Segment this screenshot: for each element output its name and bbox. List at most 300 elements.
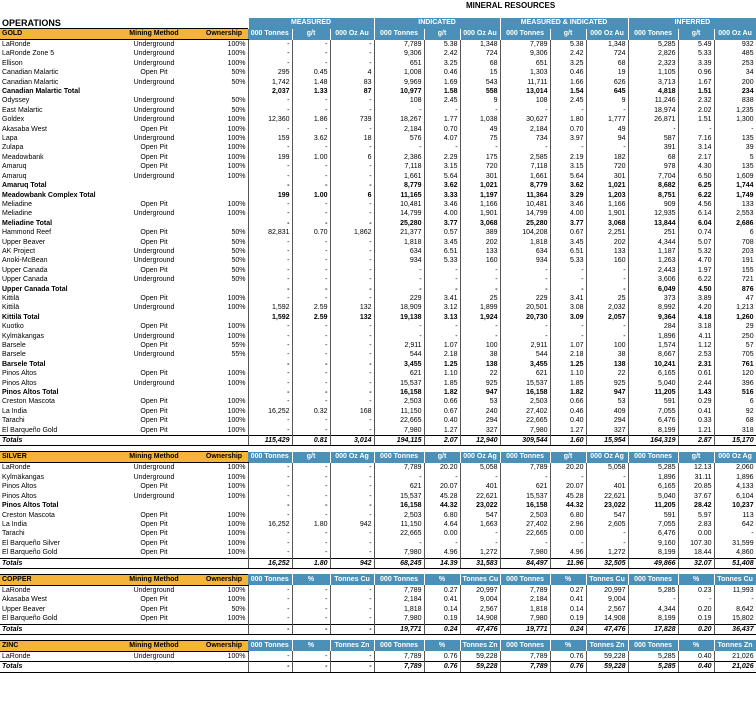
cell: - [586, 529, 628, 538]
cell: 3.45 [424, 238, 460, 247]
row-name: Amaruq Total [2, 182, 47, 190]
table-row [0, 143, 756, 152]
cell: 2,060 [714, 463, 756, 473]
cell: 1.80 [292, 558, 330, 568]
cell: 0.96 [678, 68, 714, 77]
cell: 2,503 [500, 511, 550, 520]
cell: - [460, 106, 500, 115]
cell: 9,969 [374, 78, 424, 87]
cell: 621 [500, 369, 550, 378]
cell: 1.25 [424, 360, 460, 369]
table-row [0, 40, 756, 50]
table-row [0, 153, 756, 162]
row-name: Pinos Altos [2, 483, 37, 491]
cell: 50% [200, 68, 248, 77]
cell: 591 [628, 511, 678, 520]
cell: - [330, 341, 374, 350]
cell: - [330, 463, 374, 473]
unit-header: 000 Tonnes [374, 640, 424, 651]
cell: 6,049 [628, 285, 678, 294]
cell: 4.30 [678, 162, 714, 171]
cell: 626 [586, 78, 628, 87]
cell: 15,537 [374, 492, 424, 501]
table-row [0, 68, 756, 77]
cell [200, 501, 248, 510]
cell: 10,481 [500, 200, 550, 209]
cell: - [374, 473, 424, 482]
cell: - [292, 529, 330, 538]
cell: 0.20 [678, 605, 714, 614]
cell: 107.30 [678, 539, 714, 548]
cell: 15,537 [500, 492, 550, 501]
cell: 1,818 [374, 605, 424, 614]
cell [108, 313, 200, 322]
cell: - [550, 473, 586, 482]
cell: - [330, 473, 374, 482]
row-name: Upper Beaver [2, 238, 46, 246]
cell: 947 [586, 388, 628, 397]
table-row [0, 266, 756, 275]
cell: 389 [460, 228, 500, 237]
cell: - [292, 341, 330, 350]
cell: - [330, 247, 374, 256]
cell: 68,245 [374, 558, 424, 568]
cell: 15,802 [714, 614, 756, 624]
cell: - [330, 360, 374, 369]
cell: 23,022 [586, 501, 628, 510]
cell: 31.11 [678, 473, 714, 482]
cell: - [292, 247, 330, 256]
cell: Underground [133, 304, 175, 312]
cell: 7,055 [628, 407, 678, 416]
cell: 0.46 [424, 68, 460, 77]
cell: - [424, 143, 460, 152]
cell: 4.07 [424, 134, 460, 143]
cell: 100% [200, 172, 248, 181]
cell: 2.29 [424, 153, 460, 162]
cell: 4.00 [550, 209, 586, 218]
cell: 8,199 [628, 614, 678, 624]
cell: 7,980 [500, 614, 550, 624]
cell: - [330, 181, 374, 190]
unit-header: Tonnes Cu [714, 574, 756, 585]
table-row [0, 520, 756, 529]
cell: 100% [200, 585, 248, 595]
cell: 21,377 [374, 228, 424, 237]
cell: 175 [460, 153, 500, 162]
table-row [0, 238, 756, 247]
cell: 2,686 [714, 219, 756, 228]
unit-header: 000 Tonnes [248, 29, 292, 40]
cell: 9 [460, 96, 500, 105]
row-name: Upper Beaver [2, 605, 46, 613]
cell: - [292, 595, 330, 604]
cell: 6,104 [714, 492, 756, 501]
cell: - [500, 539, 550, 548]
cell: - [292, 614, 330, 624]
row-name: Creston Mascota [2, 398, 55, 406]
cell: 25,280 [374, 219, 424, 228]
cell: 55% [200, 350, 248, 359]
cell: - [330, 379, 374, 388]
cell: 16,158 [500, 501, 550, 510]
unit-header: g/t [678, 29, 714, 40]
cell: Open Pit [140, 125, 168, 133]
cell: 6 [714, 397, 756, 406]
cell: 543 [460, 78, 500, 87]
cell: - [248, 350, 292, 359]
cell: 45.28 [550, 492, 586, 501]
cell: - [330, 397, 374, 406]
group-measured-indicated: MEASURED & INDICATED [500, 18, 628, 29]
cell: 1.54 [550, 87, 586, 96]
cell: 1,574 [628, 341, 678, 350]
cell: 7,789 [500, 40, 550, 50]
cell [200, 360, 248, 369]
cell: 1,038 [460, 115, 500, 124]
cell: 18,909 [374, 303, 424, 312]
cell: - [330, 651, 374, 661]
cell: 0.76 [424, 651, 460, 661]
cell: 485 [714, 49, 756, 58]
cell: 7,789 [374, 40, 424, 50]
unit-header: 000 Tonnes [500, 574, 550, 585]
cell: 100% [200, 162, 248, 171]
cell: 6,476 [628, 416, 678, 425]
cell: 4.96 [550, 548, 586, 558]
cell: 1,348 [586, 40, 628, 50]
unit-header: % [292, 574, 330, 585]
cell: - [248, 379, 292, 388]
cell: - [248, 397, 292, 406]
cell: - [424, 473, 460, 482]
row-name: Hammond Reef [2, 229, 52, 237]
cell: 0.67 [550, 228, 586, 237]
table-row [0, 473, 756, 482]
cell: 7,789 [374, 463, 424, 473]
table-row [0, 529, 756, 538]
unit-header: 000 Tonnes [628, 574, 678, 585]
cell: - [292, 181, 330, 190]
table-row [0, 96, 756, 105]
cell: 4.20 [678, 303, 714, 312]
cell: 1.67 [678, 78, 714, 87]
unit-header: % [550, 640, 586, 651]
cell: - [292, 379, 330, 388]
cell: 1,592 [248, 303, 292, 312]
cell: 100% [200, 379, 248, 388]
cell: - [586, 266, 628, 275]
cell: 1.27 [424, 426, 460, 436]
cell: 544 [374, 350, 424, 359]
cell: 721 [714, 275, 756, 284]
cell: - [292, 143, 330, 152]
totals-label: Totals [0, 558, 108, 568]
cell [200, 285, 248, 294]
cell: - [248, 238, 292, 247]
cell: 15,170 [714, 436, 756, 446]
cell: - [374, 285, 424, 294]
cell: 2,553 [714, 209, 756, 218]
cell: - [586, 275, 628, 284]
table-row [0, 78, 756, 87]
cell: 761 [714, 360, 756, 369]
cell: 100% [200, 322, 248, 331]
cell: - [248, 143, 292, 152]
cell: 44.32 [550, 501, 586, 510]
cell: Open Pit [140, 163, 168, 171]
cell: 909 [628, 200, 678, 209]
cell: - [292, 473, 330, 482]
unit-header: Tonnes Cu [586, 574, 628, 585]
cell: 20,997 [460, 585, 500, 595]
cell: 229 [374, 294, 424, 303]
cell: 0.76 [550, 662, 586, 672]
cell: 516 [714, 388, 756, 397]
cell: 547 [586, 511, 628, 520]
cell: 6.51 [550, 247, 586, 256]
cell: 20.07 [424, 482, 460, 491]
cell: 7,789 [374, 651, 424, 661]
table-row [0, 256, 756, 265]
cell: - [330, 605, 374, 614]
cell: 191 [714, 256, 756, 265]
cell: 57 [714, 341, 756, 350]
cell: Underground [133, 210, 175, 218]
cell: 22,665 [500, 529, 550, 538]
cell: 4,344 [628, 605, 678, 614]
cell: 0.66 [550, 397, 586, 406]
cell [108, 219, 200, 228]
cell: 22 [586, 369, 628, 378]
cell [108, 558, 200, 568]
cell: 591 [628, 397, 678, 406]
section-header-gold [0, 29, 756, 40]
cell: 2.53 [678, 350, 714, 359]
totals-label: Totals [0, 436, 108, 446]
cell: 28.42 [678, 501, 714, 510]
cell: - [248, 416, 292, 425]
cell: 7,980 [374, 614, 424, 624]
cell: 68 [586, 59, 628, 68]
cell: 49,866 [628, 558, 678, 568]
cell: 5,285 [628, 651, 678, 661]
cell: - [678, 125, 714, 134]
cell: 0.45 [292, 68, 330, 77]
row-name: Anoki-McBean [2, 257, 48, 265]
cell: 32,505 [586, 558, 628, 568]
cell: Open Pit [140, 417, 168, 425]
cell: 100% [200, 548, 248, 558]
cell: - [248, 482, 292, 491]
cell: - [248, 106, 292, 115]
cell: Underground [133, 50, 175, 58]
cell: 19 [586, 68, 628, 77]
cell: 708 [714, 238, 756, 247]
cell: 18,267 [374, 115, 424, 124]
unit-header: g/t [424, 452, 460, 463]
cell: 59,228 [460, 651, 500, 661]
cell: - [330, 614, 374, 624]
cell: 1,272 [586, 548, 628, 558]
cell: 115,429 [248, 436, 292, 446]
cell: 621 [374, 369, 424, 378]
cell: Open Pit [140, 398, 168, 406]
cell: 2,037 [248, 87, 292, 96]
cell [108, 436, 200, 446]
row-name: Upper Canada [2, 276, 48, 284]
row-name: Amaruq [2, 172, 27, 180]
table-row [0, 416, 756, 425]
table-row [0, 49, 756, 58]
cell: 250 [714, 332, 756, 341]
cell: - [292, 322, 330, 331]
cell: - [714, 125, 756, 134]
cell: 1,187 [628, 247, 678, 256]
cell: - [628, 125, 678, 134]
cell: 1.97 [678, 266, 714, 275]
cell [108, 501, 200, 510]
cell: 934 [500, 256, 550, 265]
cell: Open Pit [140, 370, 168, 378]
cell: Underground [133, 464, 175, 472]
unit-header: % [550, 574, 586, 585]
cell: 36,437 [714, 624, 756, 634]
cell: 5.38 [424, 40, 460, 50]
cell: 1,592 [248, 313, 292, 322]
cell: 1.80 [550, 115, 586, 124]
cell: 947 [460, 388, 500, 397]
cell: 113 [714, 511, 756, 520]
cell: 634 [500, 247, 550, 256]
cell: Open Pit [140, 323, 168, 331]
cell: 621 [374, 482, 424, 491]
row-name: Akasaba West [2, 596, 48, 604]
cell: 32.07 [678, 558, 714, 568]
table-row [0, 397, 756, 406]
cell: 1,021 [460, 181, 500, 190]
cell: - [550, 539, 586, 548]
subtotal-row [0, 388, 756, 397]
cell: - [330, 322, 374, 331]
cell: - [292, 539, 330, 548]
cell: 1.51 [678, 115, 714, 124]
subtotal-row [0, 87, 756, 96]
cell: 327 [586, 426, 628, 436]
cell: 1,818 [374, 238, 424, 247]
cell: - [248, 125, 292, 134]
row-name: LaRonde [2, 464, 31, 472]
cell: 100% [200, 614, 248, 624]
table-row [0, 492, 756, 501]
cell: Open Pit [140, 200, 168, 208]
row-name: East Malartic [2, 106, 43, 114]
cell: - [586, 106, 628, 115]
cell: 100% [200, 134, 248, 143]
cell: 1.10 [424, 369, 460, 378]
cell: 138 [586, 360, 628, 369]
cell: 15,537 [500, 379, 550, 388]
table-row [0, 106, 756, 115]
cell: 47 [714, 294, 756, 303]
subtotal-row [0, 360, 756, 369]
cell: 200 [714, 78, 756, 87]
cell: Open Pit [140, 511, 168, 519]
cell: 284 [628, 322, 678, 331]
cell: 14,908 [586, 614, 628, 624]
cell: - [248, 40, 292, 50]
row-name: Tarachi [2, 417, 25, 425]
cell: 12,360 [248, 115, 292, 124]
group-header-row [0, 18, 756, 29]
row-name: Akasaba West [2, 125, 48, 133]
cell: 9,306 [374, 49, 424, 58]
cell: - [374, 275, 424, 284]
cell: - [550, 322, 586, 331]
cell: 50% [200, 256, 248, 265]
cell: 7,980 [374, 426, 424, 436]
cell: 100% [200, 492, 248, 501]
cell: 734 [500, 134, 550, 143]
cell: 53 [586, 397, 628, 406]
cell: 100% [200, 482, 248, 491]
cell: 0.33 [678, 416, 714, 425]
cell: - [330, 595, 374, 604]
cell: - [292, 651, 330, 661]
row-name: Meliadine [2, 200, 32, 208]
cell: 8,751 [628, 191, 678, 200]
cell: - [330, 662, 374, 672]
cell: - [460, 539, 500, 548]
cell: 16,158 [500, 388, 550, 397]
row-name: La India [2, 520, 27, 528]
mining-method-header: Mining Method [108, 452, 200, 463]
cell: 0.70 [424, 125, 460, 134]
cell: 15,537 [374, 379, 424, 388]
cell: 642 [714, 520, 756, 529]
cell: 2.42 [424, 49, 460, 58]
cell: - [500, 332, 550, 341]
unit-header: g/t [292, 452, 330, 463]
cell: - [248, 511, 292, 520]
cell: 0.27 [550, 585, 586, 595]
cell [200, 624, 248, 634]
cell: 3.15 [424, 162, 460, 171]
cell: 651 [500, 59, 550, 68]
cell: Underground [133, 351, 175, 359]
mining-method-header: Mining Method [108, 29, 200, 40]
cell: 0.76 [424, 662, 460, 672]
cell: 5.33 [424, 256, 460, 265]
cell: Underground [133, 332, 175, 340]
page-title: MINERAL RESOURCES [466, 1, 556, 10]
cell: - [248, 49, 292, 58]
cell: - [248, 426, 292, 436]
cell: - [330, 416, 374, 425]
cell: 1,260 [714, 313, 756, 322]
cell: 6 [714, 228, 756, 237]
unit-header: 000 Tonnes [628, 640, 678, 651]
cell: 6 [330, 191, 374, 200]
cell: - [292, 492, 330, 501]
cell: - [292, 172, 330, 181]
cell: 22,621 [586, 492, 628, 501]
cell: 9 [586, 96, 628, 105]
cell: 2,184 [500, 125, 550, 134]
cell: 3.13 [424, 313, 460, 322]
cell: 301 [460, 172, 500, 181]
cell: 1.12 [678, 341, 714, 350]
